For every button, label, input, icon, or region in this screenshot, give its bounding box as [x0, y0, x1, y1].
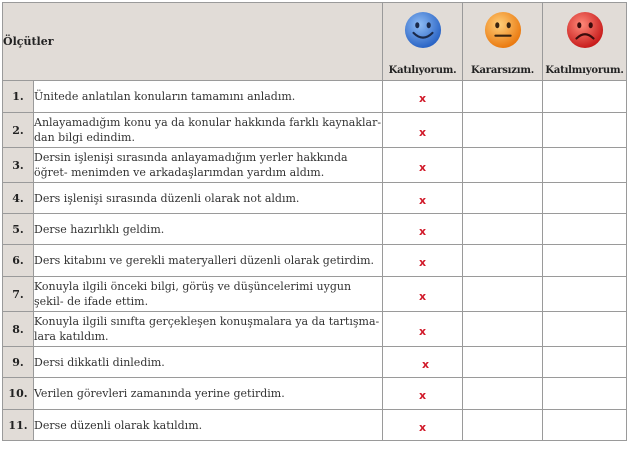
agree-cell[interactable] — [383, 312, 463, 347]
disagree-cell[interactable] — [543, 214, 627, 245]
row-number: 4. — [3, 183, 34, 214]
disagree-cell[interactable] — [543, 81, 627, 113]
undecided-cell[interactable] — [463, 183, 543, 214]
check-mark: x — [418, 324, 427, 338]
undecided-cell[interactable] — [463, 214, 543, 245]
agree-cell[interactable] — [383, 148, 463, 183]
criterion-text: Dersin işlenişi sırasında anlayamadığım yerler hakkında öğret- menimden ve arkadaşlarımdan yardım aldım. — [34, 148, 383, 183]
undecided-cell[interactable] — [463, 410, 543, 441]
disagree-column-header — [543, 3, 627, 81]
row-number: 3. — [3, 148, 34, 183]
table-row — [3, 148, 627, 183]
criteria-rows — [3, 81, 627, 441]
agree-cell[interactable] — [383, 378, 463, 410]
criterion-text: Ders kitabını ve gerekli materyalleri düzenli olarak getirdim. — [34, 245, 383, 277]
check-mark: x — [418, 125, 427, 139]
disagree-cell[interactable] — [543, 277, 627, 312]
check-mark: x — [418, 389, 427, 402]
undecided-cell[interactable] — [463, 113, 543, 148]
undecided-cell[interactable] — [463, 245, 543, 277]
check-mark: x — [418, 160, 427, 174]
criterion-text: Ünitede anlatılan konuların tamamını anladım. — [34, 81, 383, 113]
happy-face-icon — [404, 11, 442, 49]
agree-cell[interactable] — [383, 113, 463, 148]
row-number: 8. — [3, 312, 34, 347]
check-mark: x — [418, 92, 427, 105]
agree-label: Katılıyorum. — [388, 65, 457, 76]
check-mark: x — [418, 256, 427, 269]
disagree-cell[interactable] — [543, 113, 627, 148]
table-row — [3, 113, 627, 148]
check-mark: x — [418, 289, 427, 303]
undecided-label: Kararsızım. — [471, 65, 534, 76]
criterion-text: Anlayamadığım konu ya da konular hakkında farklı kaynaklar- dan bilgi edindim. — [34, 113, 383, 148]
table-row — [3, 277, 627, 312]
row-number: 11. — [3, 410, 34, 441]
disagree-cell[interactable] — [543, 410, 627, 441]
table-row — [3, 378, 627, 410]
undecided-cell[interactable] — [463, 312, 543, 347]
row-number: 5. — [3, 214, 34, 245]
agree-cell[interactable] — [383, 245, 463, 277]
row-number: 9. — [3, 347, 34, 378]
table-row — [3, 81, 627, 113]
agree-cell[interactable] — [383, 183, 463, 214]
criterion-text: Verilen görevleri zamanında yerine getirdim. — [34, 378, 383, 410]
criterion-text: Konuyla ilgili önceki bilgi, görüş ve düşüncelerimi uygun şekil- de ifade ettim. — [34, 277, 383, 312]
neutral-face-icon — [484, 11, 522, 49]
criteria-header: Ölçütler — [3, 3, 383, 81]
sad-face-icon — [566, 11, 604, 49]
self-evaluation-table — [2, 2, 627, 441]
table-row — [3, 410, 627, 441]
undecided-column-header — [463, 3, 543, 81]
table-row — [3, 183, 627, 214]
header-row — [3, 3, 627, 81]
agree-cell[interactable] — [383, 410, 463, 441]
row-number: 6. — [3, 245, 34, 277]
agree-cell[interactable] — [383, 277, 463, 312]
undecided-cell[interactable] — [463, 81, 543, 113]
check-mark: x — [418, 420, 427, 434]
criterion-text: Derse hazırlıklı geldim. — [34, 214, 383, 245]
criterion-text: Konuyla ilgili sınıfta gerçekleşen konuşmalara ya da tartışma- lara katıldım. — [34, 312, 383, 347]
undecided-cell[interactable] — [463, 148, 543, 183]
agree-column-header — [383, 3, 463, 81]
disagree-cell[interactable] — [543, 378, 627, 410]
row-number: 10. — [3, 378, 34, 410]
disagree-label: Katılmıyorum. — [545, 65, 624, 76]
row-number: 2. — [3, 113, 34, 148]
disagree-cell[interactable] — [543, 312, 627, 347]
criterion-text: Derse düzenli olarak katıldım. — [34, 410, 383, 441]
undecided-cell[interactable] — [463, 277, 543, 312]
table-row — [3, 245, 627, 277]
criterion-text: Dersi dikkatli dinledim. — [34, 347, 383, 378]
row-number: 1. — [3, 81, 34, 113]
table-row — [3, 347, 627, 378]
criterion-text: Ders işlenişi sırasında düzenli olarak not aldım. — [34, 183, 383, 214]
disagree-cell[interactable] — [543, 347, 627, 378]
disagree-cell[interactable] — [543, 183, 627, 214]
agree-cell[interactable] — [383, 347, 463, 378]
disagree-cell[interactable] — [543, 148, 627, 183]
check-mark: x — [421, 357, 430, 371]
agree-cell[interactable] — [383, 214, 463, 245]
disagree-cell[interactable] — [543, 245, 627, 277]
check-mark: x — [418, 224, 427, 238]
row-number: 7. — [3, 277, 34, 312]
check-mark: x — [418, 193, 427, 207]
undecided-cell[interactable] — [463, 347, 543, 378]
table-row — [3, 312, 627, 347]
agree-cell[interactable] — [383, 81, 463, 113]
undecided-cell[interactable] — [463, 378, 543, 410]
table-row — [3, 214, 627, 245]
